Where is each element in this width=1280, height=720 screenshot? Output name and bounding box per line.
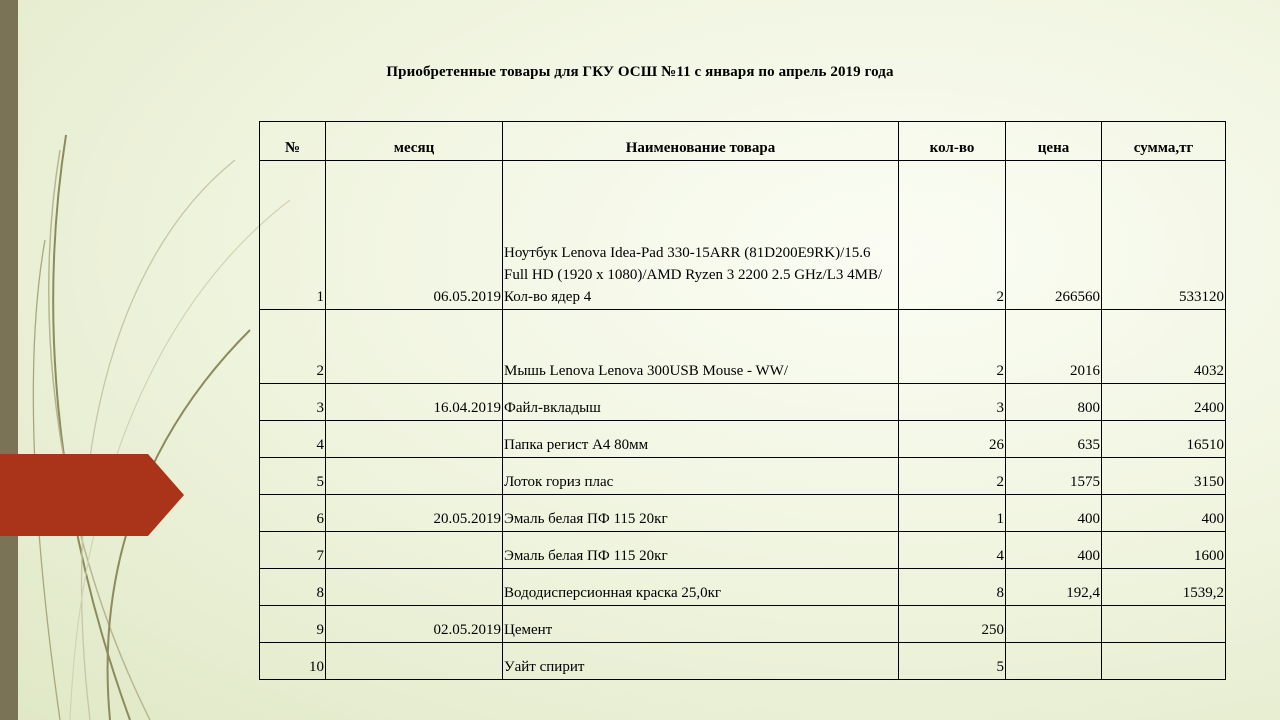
cell-sum bbox=[1102, 643, 1226, 680]
cell-sum: 400 bbox=[1102, 495, 1226, 532]
cell-month bbox=[326, 421, 503, 458]
cell-month bbox=[326, 643, 503, 680]
cell-name: Цемент bbox=[503, 606, 899, 643]
cell-month: 02.05.2019 bbox=[326, 606, 503, 643]
table-row bbox=[260, 495, 1226, 532]
cell-no: 3 bbox=[260, 384, 326, 421]
cell-qty: 1 bbox=[899, 495, 1006, 532]
cell-price: 192,4 bbox=[1006, 569, 1102, 606]
cell-no: 5 bbox=[260, 458, 326, 495]
header-sum: сумма,тг bbox=[1102, 122, 1226, 161]
cell-qty: 8 bbox=[899, 569, 1006, 606]
cell-name: Эмаль белая ПФ 115 20кг bbox=[503, 532, 899, 569]
cell-no: 10 bbox=[260, 643, 326, 680]
cell-no: 9 bbox=[260, 606, 326, 643]
cell-name: Эмаль белая ПФ 115 20кг bbox=[503, 495, 899, 532]
cell-qty: 4 bbox=[899, 532, 1006, 569]
decorative-curves bbox=[0, 0, 300, 720]
cell-month bbox=[326, 569, 503, 606]
cell-price: 266560 bbox=[1006, 161, 1102, 310]
accent-arrow-tab bbox=[0, 454, 184, 536]
cell-price: 400 bbox=[1006, 532, 1102, 569]
cell-sum: 3150 bbox=[1102, 458, 1226, 495]
cell-name: Папка регист А4 80мм bbox=[503, 421, 899, 458]
table-row bbox=[260, 421, 1226, 458]
cell-no: 6 bbox=[260, 495, 326, 532]
cell-name: Уайт спирит bbox=[503, 643, 899, 680]
table-row bbox=[260, 310, 1226, 384]
cell-month: 16.04.2019 bbox=[326, 384, 503, 421]
page-title: Приобретенные товары для ГКУ ОСШ №11 с января по апрель 2019 года bbox=[386, 64, 894, 80]
cell-sum: 2400 bbox=[1102, 384, 1226, 421]
cell-name: Мышь Lenova Lenova 300USB Mouse - WW/ bbox=[503, 310, 899, 384]
cell-no: 4 bbox=[260, 421, 326, 458]
table-row bbox=[260, 458, 1226, 495]
table-row bbox=[260, 532, 1226, 569]
cell-price: 635 bbox=[1006, 421, 1102, 458]
cell-price: 400 bbox=[1006, 495, 1102, 532]
cell-no: 8 bbox=[260, 569, 326, 606]
header-no: № bbox=[260, 122, 326, 161]
cell-qty: 3 bbox=[899, 384, 1006, 421]
table-header-row bbox=[260, 122, 1226, 161]
table-row bbox=[260, 569, 1226, 606]
cell-qty: 2 bbox=[899, 161, 1006, 310]
cell-name: Лоток гориз плас bbox=[503, 458, 899, 495]
cell-price: 2016 bbox=[1006, 310, 1102, 384]
cell-sum: 1539,2 bbox=[1102, 569, 1226, 606]
cell-sum: 1600 bbox=[1102, 532, 1226, 569]
cell-sum: 16510 bbox=[1102, 421, 1226, 458]
cell-price bbox=[1006, 643, 1102, 680]
cell-qty: 26 bbox=[899, 421, 1006, 458]
table-row bbox=[260, 384, 1226, 421]
cell-name: Ноутбук Lenova Idea-Pad 330-15ARR (81D200E9RK)/15.6 Full HD (1920 x 1080)/AMD Ryzen 3 2200 2.5 GHz/L3 4MB/Кол-во ядер 4 bbox=[503, 161, 899, 310]
cell-price: 800 bbox=[1006, 384, 1102, 421]
cell-qty: 2 bbox=[899, 310, 1006, 384]
cell-sum bbox=[1102, 606, 1226, 643]
cell-no: 1 bbox=[260, 161, 326, 310]
cell-sum: 533120 bbox=[1102, 161, 1226, 310]
cell-month bbox=[326, 310, 503, 384]
header-qty: кол-во bbox=[899, 122, 1006, 161]
cell-month bbox=[326, 458, 503, 495]
goods-table bbox=[259, 121, 1226, 680]
table-row bbox=[260, 643, 1226, 680]
cell-price bbox=[1006, 606, 1102, 643]
cell-no: 7 bbox=[260, 532, 326, 569]
cell-qty: 250 bbox=[899, 606, 1006, 643]
header-month: месяц bbox=[326, 122, 503, 161]
cell-price: 1575 bbox=[1006, 458, 1102, 495]
header-price: цена bbox=[1006, 122, 1102, 161]
cell-qty: 2 bbox=[899, 458, 1006, 495]
header-name: Наименование товара bbox=[503, 122, 899, 161]
cell-qty: 5 bbox=[899, 643, 1006, 680]
cell-name: Файл-вкладыш bbox=[503, 384, 899, 421]
cell-name: Вододисперсионная краска 25,0кг bbox=[503, 569, 899, 606]
cell-sum: 4032 bbox=[1102, 310, 1226, 384]
cell-month bbox=[326, 532, 503, 569]
table-row bbox=[260, 161, 1226, 310]
cell-month: 20.05.2019 bbox=[326, 495, 503, 532]
cell-month: 06.05.2019 bbox=[326, 161, 503, 310]
cell-no: 2 bbox=[260, 310, 326, 384]
table-row bbox=[260, 606, 1226, 643]
